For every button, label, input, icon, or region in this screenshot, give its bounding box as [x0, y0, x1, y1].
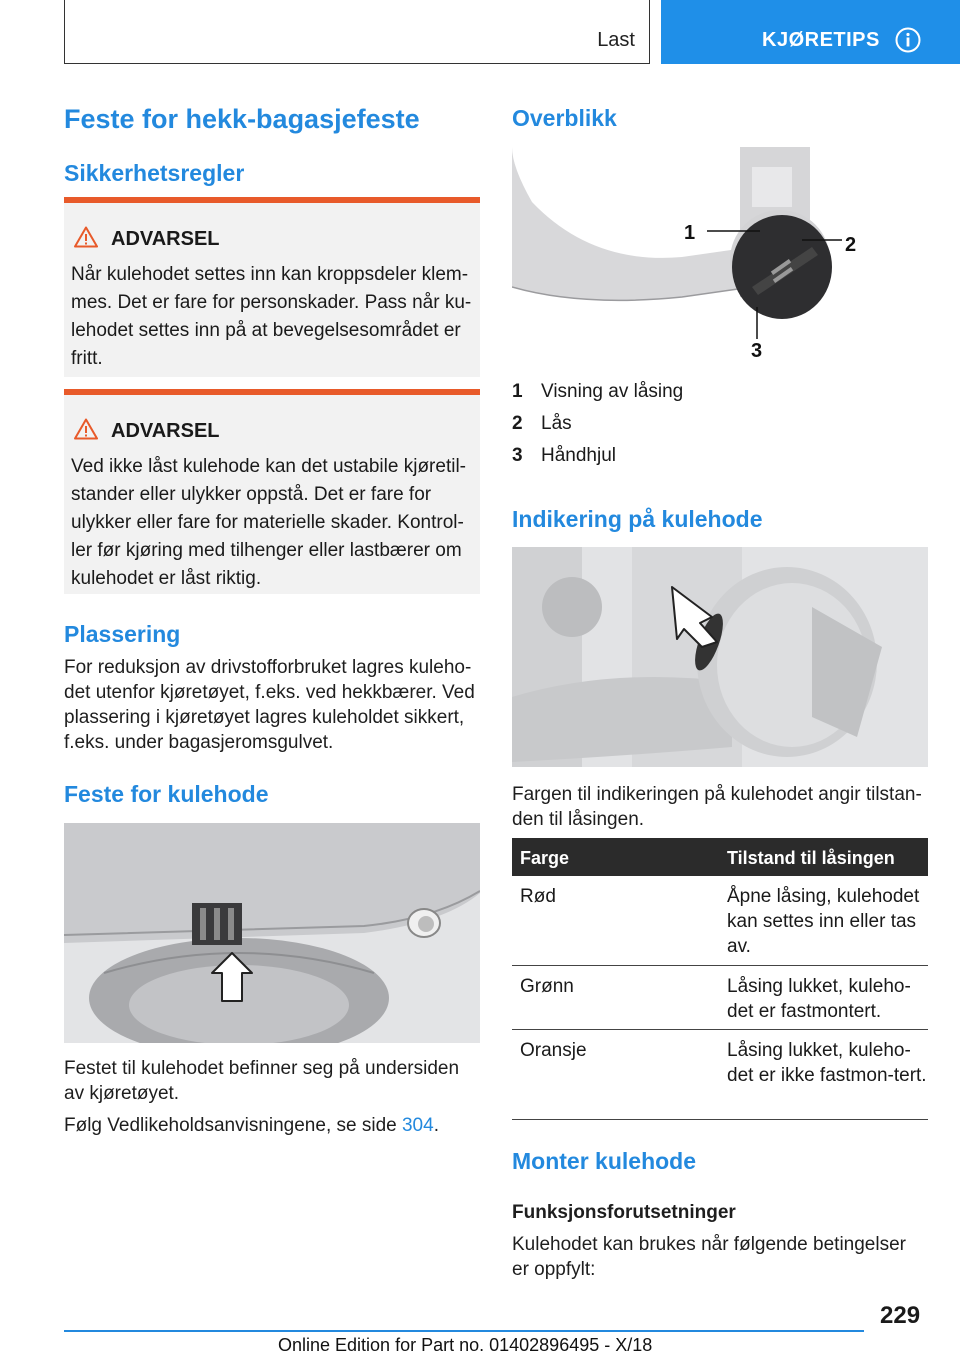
list-item-label: Lås — [541, 413, 572, 434]
callout-2: 2 — [845, 234, 857, 256]
install-subheading: Funksjonsforutsetninger — [512, 1202, 736, 1223]
section-heading-mount: Feste for kulehode — [64, 781, 269, 807]
header-section-label: Last — [597, 29, 635, 51]
warning-box-1 — [64, 197, 480, 377]
page-number: 229 — [880, 1302, 921, 1329]
table-header-color: Farge — [520, 848, 570, 868]
table-cell-color: Rød — [520, 886, 556, 907]
install-text: Kulehodet kan brukes når følgende betingelser er oppfylt: — [512, 1234, 906, 1280]
indicator-table — [512, 838, 928, 1120]
table-cell-state: Låsing lukket, kuleho-det er fastmontert. — [727, 976, 911, 1022]
header-section-box — [64, 0, 650, 64]
footer-divider — [64, 1330, 864, 1332]
table-row — [512, 1030, 928, 1120]
indicator-text: Fargen til indikeringen på kulehodet angir tilstan-den til låsingen. — [512, 784, 922, 830]
warning-box-2 — [64, 389, 480, 594]
warning-triangle-icon — [74, 226, 98, 248]
warning-label: ADVARSEL — [111, 420, 220, 442]
callout-1: 1 — [684, 222, 696, 244]
mount-text-2-prefix: Følg Vedlikeholdsanvisningene, se side — [64, 1115, 402, 1136]
list-item-label: Visning av låsing — [541, 381, 684, 402]
page-title: Feste for hekk-bagasjefeste — [64, 104, 420, 134]
table-row — [512, 966, 928, 1030]
page-reference-link[interactable]: 304 — [401, 1115, 434, 1136]
section-heading-install: Monter kulehode — [512, 1148, 697, 1174]
table-row — [512, 876, 928, 966]
table-header — [512, 838, 928, 876]
mount-location-illustration — [64, 823, 480, 1043]
header-chapter-label: KJØRETIPS — [762, 29, 880, 51]
mount-text-2 — [64, 1113, 480, 1138]
table-header-state: Tilstand til låsingen — [727, 848, 895, 868]
warning-triangle-icon — [74, 418, 98, 440]
list-item-number: 3 — [512, 445, 523, 466]
table-cell-state: Åpne låsing, kulehodet kan settes inn eller tas av. — [727, 886, 920, 957]
list-item-number: 2 — [512, 413, 523, 434]
overview-illustration — [512, 147, 928, 362]
list-item-label: Håndhjul — [541, 445, 616, 466]
indicator-illustration — [512, 547, 928, 767]
mount-text-2-suffix: . — [433, 1115, 439, 1136]
footer-edition: Online Edition for Part no. 01402896495 - X/18 — [278, 1335, 653, 1355]
list-item-number: 1 — [512, 381, 523, 402]
warning-text: Ved ikke låst kulehode kan det ustabile kjøretil-stander eller ulykker oppstå. Det er fare for ulykker eller fare for materielle skader. Kontrol-ler før kjøring med tilhenger eller lastbærer om kulehodet er låst riktig. — [71, 456, 466, 589]
info-icon — [895, 27, 921, 53]
placement-text: For reduksjon av drivstofforbruket lagres kuleho-det utenfor kjøretøyet, f.eks. ved hekkbærer. Ved plassering i kjøretøyet lagres kuleholdet sikkert, f.eks. under bagasjeromsgulvet. — [64, 657, 475, 753]
mount-text-1: Festet til kulehodet befinner seg på undersiden av kjøretøyet. — [64, 1058, 460, 1104]
warning-text: Når kulehodet settes inn kan kroppsdeler klem-mes. Det er fare for personskader. Pass når ku-lehodet settes inn på at bevegelsesområdet er fritt. — [71, 264, 472, 369]
section-heading-indicator: Indikering på kulehode — [512, 506, 763, 532]
header-chapter-tab[interactable] — [661, 0, 960, 64]
callout-3: 3 — [751, 340, 763, 362]
table-cell-color: Oransje — [520, 1040, 587, 1061]
section-heading-overview: Overblikk — [512, 105, 617, 131]
table-cell-state: Låsing lukket, kuleho-det er ikke fastmon-tert. — [727, 1040, 927, 1086]
section-heading-placement: Plassering — [64, 621, 181, 647]
table-cell-color: Grønn — [520, 976, 574, 997]
warning-label: ADVARSEL — [111, 228, 220, 250]
section-heading-safety: Sikkerhetsregler — [64, 160, 245, 186]
